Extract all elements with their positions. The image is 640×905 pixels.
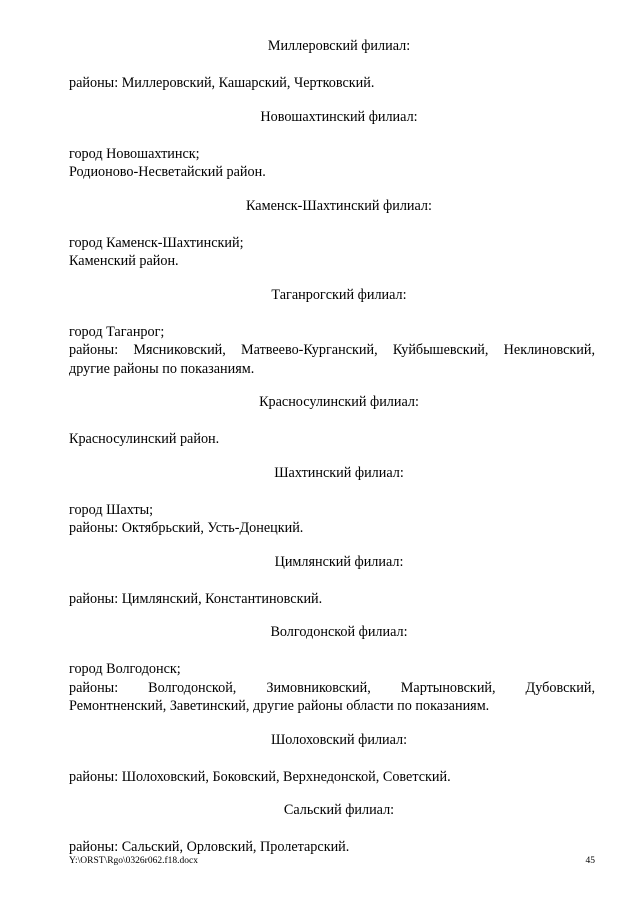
- district-line: город Шахты;: [69, 501, 154, 518]
- branch-section: [69, 392, 595, 449]
- branch-heading: Каменск-Шахтинский филиал:: [246, 197, 432, 214]
- district-line: Ремонтненский, Заветинский, другие районы области по показаниям.: [69, 698, 490, 714]
- district-line: Каменский район.: [69, 253, 179, 269]
- footer-file-path: Y:\ORST\Rgo\0326r062.f18.docx: [69, 856, 198, 866]
- branch-heading: Сальский филиал:: [283, 802, 395, 818]
- branch-heading: Миллеровский филиал:: [267, 38, 411, 54]
- branch-districts: [69, 234, 595, 271]
- branch-districts: [69, 590, 595, 609]
- branch-districts: [69, 838, 595, 857]
- district-line: Красносулинский район.: [69, 431, 220, 447]
- district-line: город Каменск-Шахтинский;: [69, 234, 244, 251]
- footer-page-number: 45: [585, 856, 595, 866]
- district-line: город Новошахтинск;: [69, 145, 200, 162]
- document-content: [69, 36, 595, 871]
- district-line: районы: Миллеровский, Кашарский, Чертковский.: [69, 75, 375, 91]
- branch-districts: [69, 768, 595, 787]
- district-line: районы: Волгодонской, Зимовниковский, Мартыновский, Дубовский,: [69, 679, 595, 696]
- branch-section: [69, 730, 595, 787]
- district-line: районы: Октябрьский, Усть-Донецкий.: [69, 520, 304, 536]
- branch-section: [69, 196, 595, 271]
- district-line: районы: Сальский, Орловский, Пролетарский.: [69, 839, 350, 855]
- branch-heading: Красносулинский филиал:: [259, 394, 419, 410]
- branch-heading: Шолоховский филиал:: [270, 731, 408, 748]
- branch-districts: [69, 430, 595, 449]
- branch-heading: Волгодонской филиал:: [270, 624, 408, 640]
- branch-section: [69, 552, 595, 609]
- branch-section: [69, 107, 595, 182]
- branch-heading: Цимлянский филиал:: [274, 553, 404, 570]
- branch-heading: Шахтинский филиал:: [274, 464, 404, 481]
- branch-districts: [69, 501, 595, 538]
- district-line: районы: Мясниковский, Матвеево-Курганский, Куйбышевский, Неклиновский,: [69, 342, 595, 358]
- branch-districts: [69, 323, 595, 379]
- branch-districts: [69, 74, 595, 93]
- branch-section: [69, 463, 595, 538]
- district-line: районы: Шолоховский, Боковский, Верхнедонской, Советский.: [69, 768, 451, 785]
- branch-section: [69, 36, 595, 93]
- branch-districts: [69, 145, 595, 182]
- branch-section: [69, 622, 595, 716]
- district-line: другие районы по показаниям.: [69, 360, 255, 377]
- district-line: районы: Цимлянский, Константиновский.: [69, 590, 323, 607]
- branch-section: [69, 285, 595, 379]
- district-line: Родионово-Несветайский район.: [69, 164, 266, 180]
- district-line: город Таганрог;: [69, 323, 165, 340]
- branch-section: [69, 800, 595, 857]
- branch-heading: Таганрогский филиал:: [271, 286, 407, 303]
- branch-districts: [69, 660, 595, 716]
- branch-heading: Новошахтинский филиал:: [260, 108, 418, 125]
- district-line: город Волгодонск;: [69, 661, 181, 677]
